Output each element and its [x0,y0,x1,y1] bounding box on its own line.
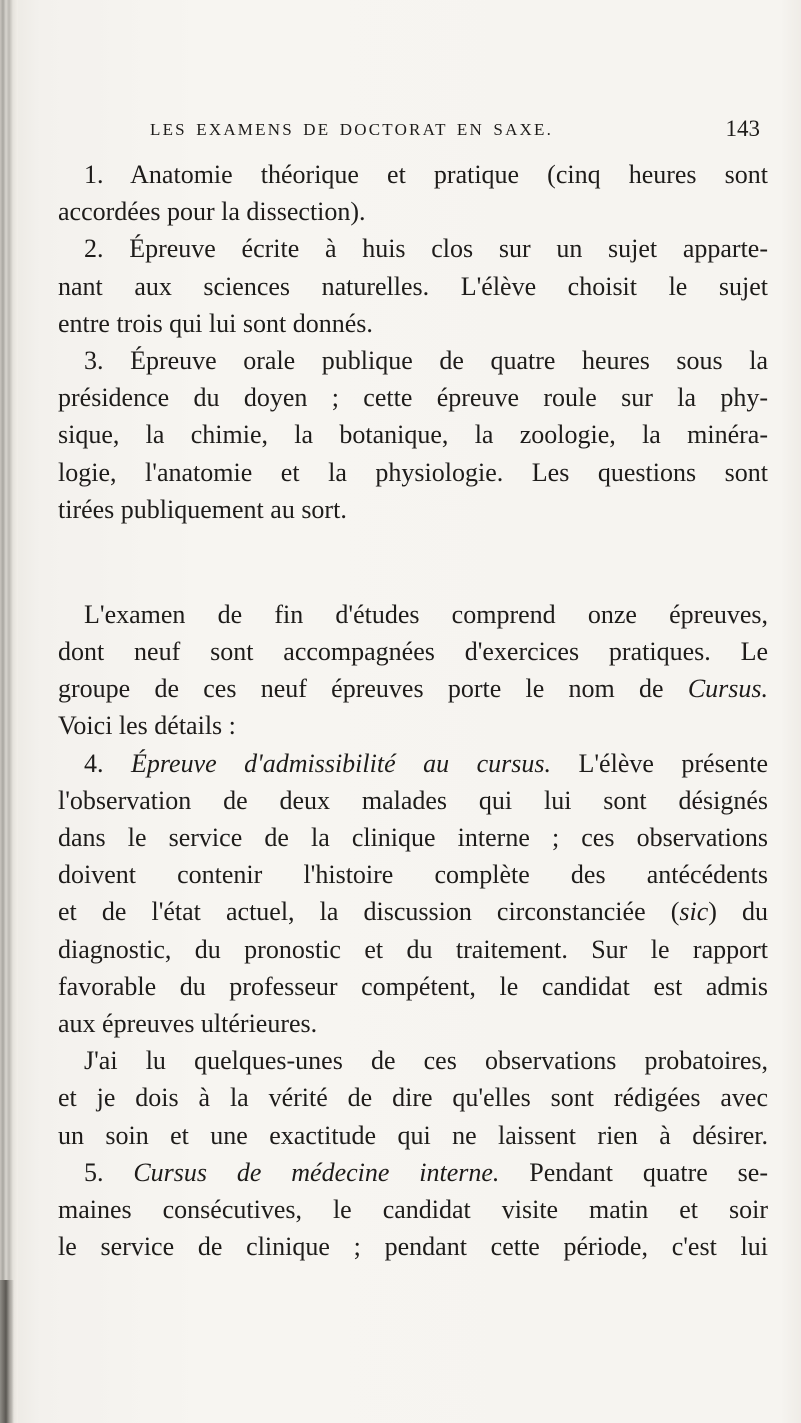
text-line: J'ai lu quelques-unes de ces observations probatoires, [84,1046,768,1076]
text-line: 5. Cursus de médecine interne. Pendant quatre se- [84,1157,768,1187]
text-line: logie, l'anatomie et la physiologie. Les questions sont [58,457,768,487]
text-line: entre trois qui lui sont donnés. [58,308,373,338]
text-line: aux épreuves ultérieures. [58,1008,318,1038]
text-line: favorable du professeur compétent, le candidat est admis [58,971,768,1001]
paragraph-gap [58,528,768,596]
running-head: LES EXAMENS DE DOCTORAT EN SAXE. [150,120,554,139]
italic-term: Cursus. [687,674,769,704]
italic-sic: sic [679,897,709,927]
text-line: dont neuf sont accompagnées d'exercices pratiques. Le [58,637,768,667]
page-number: 143 [725,116,760,141]
text-line: 1. Anatomie théorique et pratique (cinq heures sont [84,160,768,189]
body-text [58,156,768,1265]
italic-heading: Cursus de médecine interne. [133,1157,500,1187]
text-line: un soin et une exactitude qui ne laissent rien à désirer. [58,1120,768,1150]
text-line: doivent contenir l'histoire complète des antécédents [58,860,768,890]
book-binding-edge [0,0,18,1423]
text-line: dans le service de la clinique interne ; ces observations [58,823,768,852]
page-header [150,116,760,146]
text-line: 2. Épreuve écrite à huis clos sur un sujet apparte- [84,234,768,264]
text-line: groupe de ces neuf épreuves porte le nom de Cursus. [58,674,769,704]
text-line: présidence du doyen ; cette épreuve roule sur la phy- [58,383,768,413]
text-line: l'observation de deux malades qui lui sont désignés [58,785,768,815]
italic-heading: Épreuve d'admissibilité au cursus. [131,748,551,778]
text-line: et de l'état actuel, la discussion circonstanciée (sic) du [58,897,768,927]
text-line: tirées publiquement au sort. [58,494,347,524]
text-line: L'examen de fin d'études comprend onze épreuves, [84,599,768,629]
text-line: le service de clinique ; pendant cette période, c'est lui [58,1232,768,1262]
text-line: nant aux sciences naturelles. L'élève choisit le sujet [58,271,768,301]
text-line: et je dois à la vérité de dire qu'elles sont rédigées avec [58,1083,768,1113]
text-line: 4. Épreuve d'admissibilité au cursus. L'élève présente [84,748,769,778]
text-line: maines consécutives, le candidat visite matin et soir [58,1194,768,1224]
text-line: diagnostic, du pronostic et du traitement. Sur le rapport [58,934,768,964]
text-line: Voici les détails : [58,711,236,741]
text-line: accordées pour la dissection). [58,197,366,227]
text-line: 3. Épreuve orale publique de quatre heures sous la [84,345,768,375]
text-line: sique, la chimie, la botanique, la zoologie, la minéra- [58,420,768,450]
